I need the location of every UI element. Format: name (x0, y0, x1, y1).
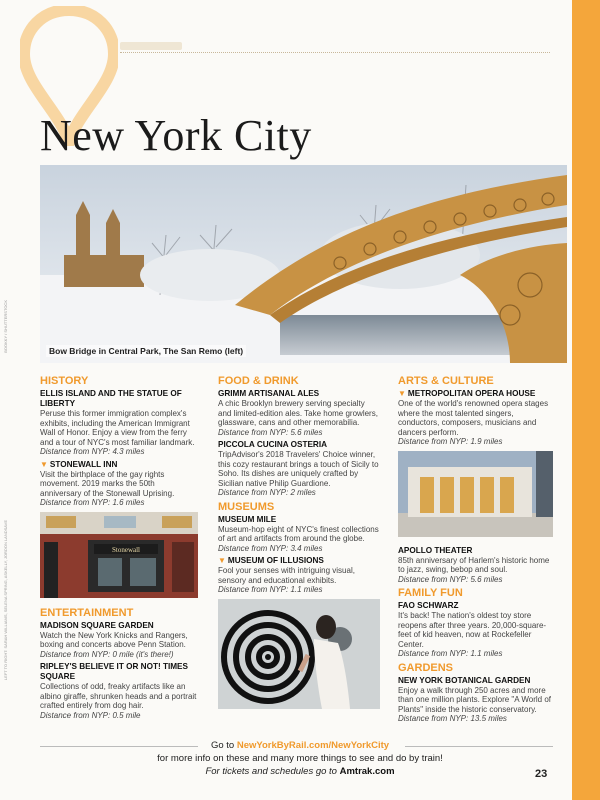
hero-photo (40, 165, 567, 363)
footer-line-2: for more info on these and many more things to see and do by train! (157, 753, 443, 764)
item-description: One of the world's renowned opera stages where the most talented singers, conductors, composers, musicians and dancers perform. (398, 399, 549, 437)
museum-of-illusions-photo (218, 599, 380, 714)
item-description: Visit the birthplace of the gay rights movement. 2019 marks the 50th anniversary of the Stonewall Uprising. (40, 469, 175, 498)
item-distance: Distance from NYP: 0.5 mile (40, 710, 141, 720)
triangle-marker-icon: ▼ (40, 459, 48, 469)
opera-house-illustration (398, 451, 553, 537)
item-title-row (40, 460, 198, 470)
column-right (398, 375, 553, 727)
section-heading-arts-culture: ARTS & CULTURE (398, 375, 494, 387)
section-heading-entertainment: ENTERTAINMENT (40, 606, 134, 619)
stonewall-sign-text: Stonewall (112, 545, 140, 554)
section-heading-food-drink: FOOD & DRINK (218, 375, 299, 387)
item-description: A chic Brooklyn brewery serving specialty and limited-edition ales. Take home growlers, glassware, cans and other memorabilia. (218, 399, 378, 427)
header-dotted-rule (120, 52, 550, 53)
illusion-spiral-illustration (218, 599, 380, 709)
page-title: New York City (40, 111, 312, 160)
item-description: Museum-hop eight of NYC's finest collections of art and artifacts from around the globe. (218, 524, 379, 543)
page-edge-accent-bar (572, 0, 600, 800)
hero-caption: Bow Bridge in Central Park, The San Remo (left) (46, 345, 246, 357)
item-title: PICCOLA CUCINA OSTERIA (218, 440, 328, 449)
item-title: METROPOLITAN OPERA HOUSE (407, 389, 536, 398)
column-left (40, 375, 198, 723)
triangle-marker-icon: ▼ (398, 389, 406, 398)
item-description: Collections of odd, freaky artifacts like an albino giraffe, shrunken heads and a portrait crafted entirely from dog hair. (40, 682, 197, 710)
item-title: FAO SCHWARZ (398, 601, 459, 610)
item-distance: Distance from NYP: 1.6 miles (40, 498, 145, 507)
item-title: MADISON SQUARE GARDEN (40, 620, 154, 630)
item-title: NEW YORK BOTANICAL GARDEN (398, 675, 531, 685)
item-description: TripAdvisor's 2018 Travelers' Choice winner, this cozy restaurant brings a touch of Sicily to Soho. Its dishes are uniquely crafted by Sicilian native Philip Guardione. (218, 450, 379, 488)
section-heading-history: HISTORY (40, 375, 89, 387)
item-description: It's back! The nation's oldest toy store reopens after three years. 20,000-square-feet of kid heaven, now at Rockefeller Center. (398, 611, 547, 649)
photo-credit-lower: LEFT TO RIGHT: SARAH WILLIAMS, SELENA SPRING, ASKELLY, JORDON LANDSAVE (3, 520, 8, 681)
item-distance: Distance from NYP: 3.4 miles (218, 543, 323, 553)
item-title: MUSEUM OF ILLUSIONS (227, 556, 324, 565)
item-description: 85th anniversary of Harlem's historic home to jazz, swing, bebop and soul. (398, 555, 550, 574)
item-title: ELLIS ISLAND AND THE STATUE OF LIBERTY (40, 389, 182, 408)
footer-tickets-prefix: For tickets and schedules go to (205, 766, 337, 777)
bow-bridge-illustration (40, 165, 567, 363)
section-heading-museums: MUSEUMS (218, 500, 275, 513)
item-description: Watch the New York Knicks and Rangers, boxing and concerts above Penn Station. (40, 630, 188, 649)
footer-prefix: Go to (210, 740, 235, 751)
section-heading-gardens: GARDENS (398, 661, 454, 674)
item-distance: Distance from NYP: 0 mile (it's there!) (40, 649, 174, 659)
photo-credit-upper: BOOKKY / SHUTTERSTOCK (3, 300, 8, 353)
column-middle (218, 375, 380, 718)
item-title: RIPLEY'S BELIEVE IT OR NOT! TIMES SQUARE (40, 662, 188, 681)
item-title-row (398, 389, 553, 399)
stonewall-illustration (40, 512, 198, 598)
item-title: MUSEUM MILE (218, 514, 277, 524)
item-description: Fool your senses with intriguing visual, sensory and educational exhibits. (218, 566, 355, 585)
item-description: Peruse this former immigration complex's exhibits, including the American Immigrant Wall of Honor. Enjoy a view from the ferry and a tour of NYC's most familiar landmark. (40, 409, 195, 447)
item-title: GRIMM ARTISANAL ALES (218, 389, 320, 398)
item-distance: Distance from NYP: 1.1 miles (398, 649, 503, 658)
item-distance: Distance from NYP: 1.1 miles (218, 585, 323, 594)
item-title: APOLLO THEATER (398, 545, 473, 555)
page-number: 23 (535, 768, 548, 780)
item-distance: Distance from NYP: 13.5 miles (398, 714, 507, 723)
footer-line-3 (40, 765, 560, 778)
item-distance: Distance from NYP: 1.9 miles (398, 437, 503, 446)
item-description: Enjoy a walk through 250 acres and more than one million plants. Explore "A World of Plants" inside the historic conservatory. (398, 685, 551, 714)
header-tab (120, 42, 182, 50)
stonewall-photo (40, 512, 198, 603)
triangle-marker-icon: ▼ (218, 556, 226, 565)
footer (40, 739, 560, 778)
item-title: STONEWALL INN (49, 459, 118, 469)
metropolitan-opera-photo (398, 451, 553, 542)
item-distance: Distance from NYP: 5.6 miles (218, 427, 323, 437)
amtrak-link[interactable]: Amtrak.com (339, 766, 395, 777)
footer-line-1 (40, 739, 560, 752)
item-distance: Distance from NYP: 2 miles (218, 488, 316, 497)
item-distance: Distance from NYP: 4.3 miles (40, 447, 145, 456)
website-link[interactable]: NewYorkByRail.com/NewYorkCity (236, 740, 390, 751)
item-distance: Distance from NYP: 5.6 miles (398, 574, 503, 584)
section-heading-family-fun: FAMILY FUN (398, 587, 463, 599)
item-title-row (218, 556, 380, 566)
